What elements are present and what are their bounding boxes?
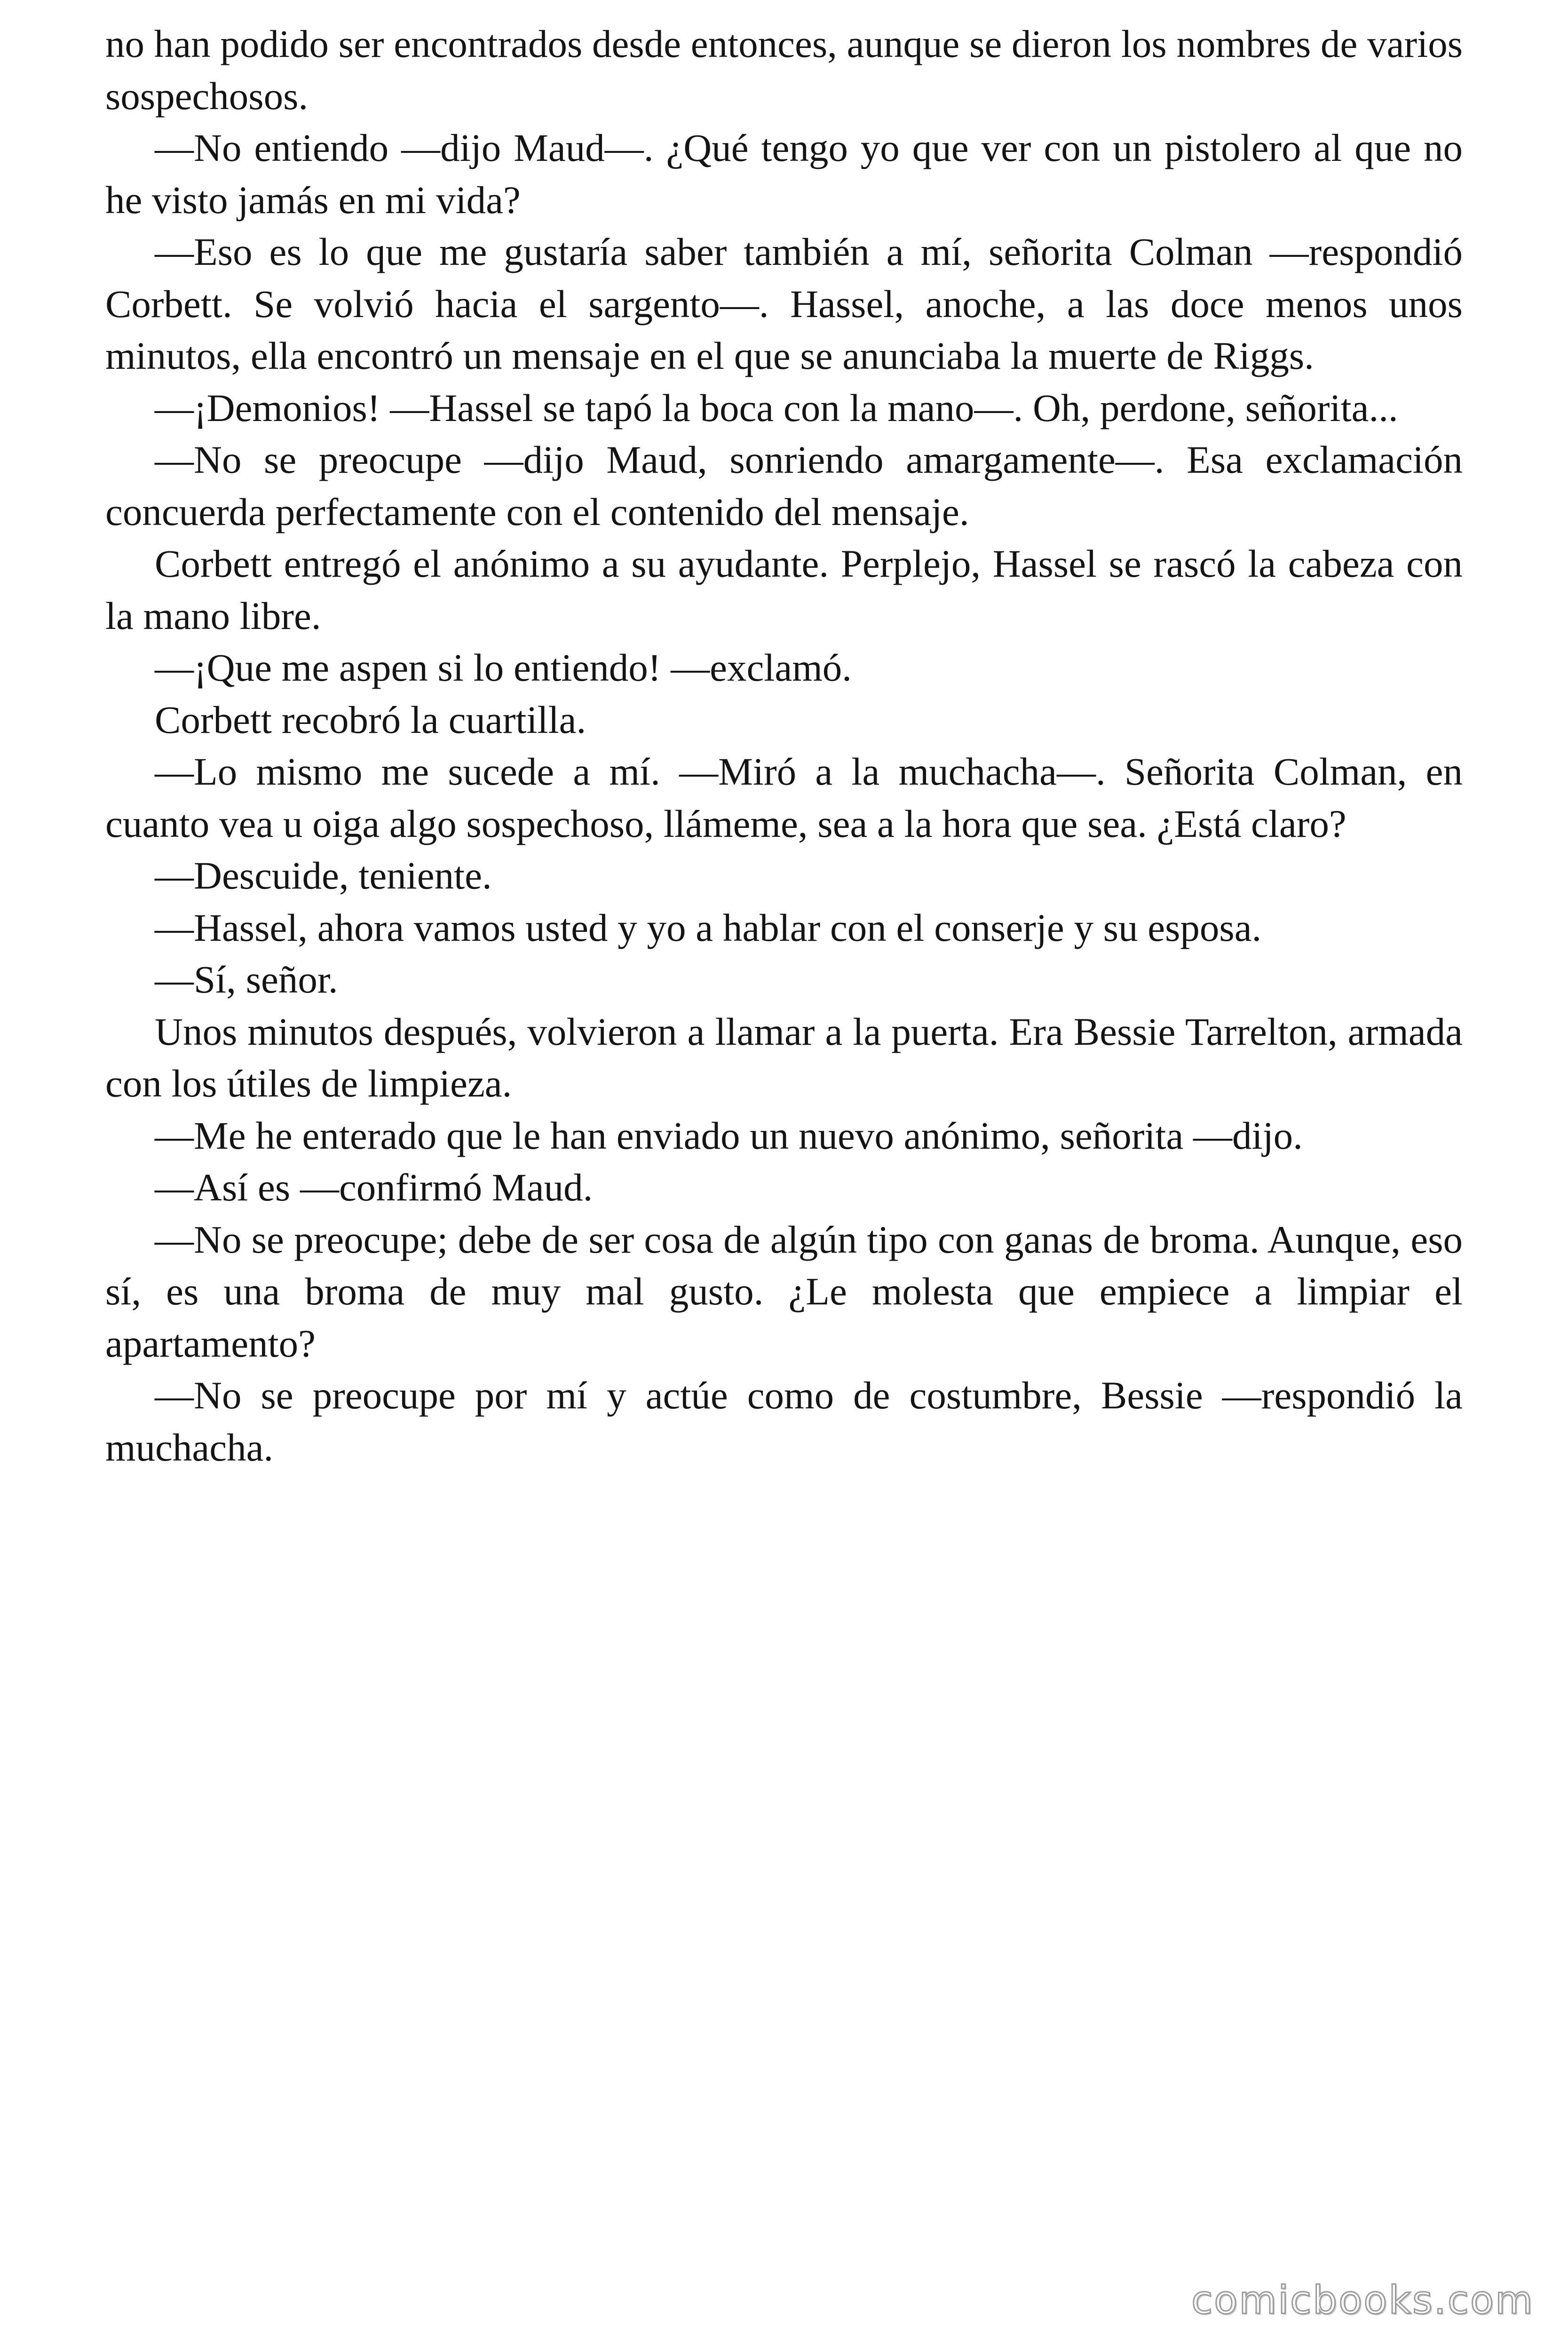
paragraph: —¡Demonios! —Hassel se tapó la boca con la mano—. Oh, perdone, señorita...	[155, 386, 1398, 429]
paragraph: —No se preocupe por mí y actúe como de costumbre, Bessie —respondió la muchacha.	[105, 1374, 1463, 1469]
paragraph: Corbett entregó el anónimo a su ayudante. Perplejo, Hassel se rascó la cabeza con la mano libre.	[105, 542, 1463, 637]
paragraph: —Así es —confirmó Maud.	[155, 1166, 593, 1209]
watermark: comicbooks.com	[1191, 2278, 1534, 2323]
paragraph: —¡Que me aspen si lo entiendo! —exclamó.	[155, 646, 852, 689]
paragraph: —Lo mismo me sucede a mí. —Miró a la muchacha—. Señorita Colman, en cuanto vea u oiga algo sospechoso, llámeme, sea a la hora que sea. ¿Está claro?	[105, 750, 1463, 845]
page-body	[105, 18, 1463, 1473]
paragraph: —No se preocupe —dijo Maud, sonriendo amargamente—. Esa exclamación concuerda perfectamente con el contenido del mensaje.	[105, 438, 1463, 533]
paragraph: —Hassel, ahora vamos usted y yo a hablar con el conserje y su esposa.	[155, 906, 1262, 949]
paragraph: Unos minutos después, volvieron a llamar a la puerta. Era Bessie Tarrelton, armada con los útiles de limpieza.	[105, 1009, 1463, 1105]
paragraph: Corbett recobró la cuartilla.	[155, 698, 586, 741]
paragraph-continuation: no han podido ser encontrados desde entonces, aunque se dieron los nombres de varios sospechosos.	[105, 22, 1463, 118]
paragraph: —No entiendo —dijo Maud—. ¿Qué tengo yo que ver con un pistolero al que no he visto jamás en mi vida?	[105, 126, 1463, 222]
paragraph: —No se preocupe; debe de ser cosa de algún tipo con ganas de broma. Aunque, eso sí, es una broma de muy mal gusto. ¿Le molesta que empiece a limpiar el apartamento?	[105, 1217, 1463, 1365]
paragraph: —Me he enterado que le han enviado un nuevo anónimo, señorita —dijo.	[155, 1113, 1303, 1157]
paragraph: —Descuide, teniente.	[155, 854, 492, 897]
paragraph: —Eso es lo que me gustaría saber también a mí, señorita Colman —respondió Corbett. Se volvió hacia el sargento—. Hassel, anoche, a las doce menos unos minutos, ella encontró un mensaje en el que se anunciaba la muerte de Riggs.	[105, 230, 1463, 377]
paragraph: —Sí, señor.	[155, 958, 338, 1001]
